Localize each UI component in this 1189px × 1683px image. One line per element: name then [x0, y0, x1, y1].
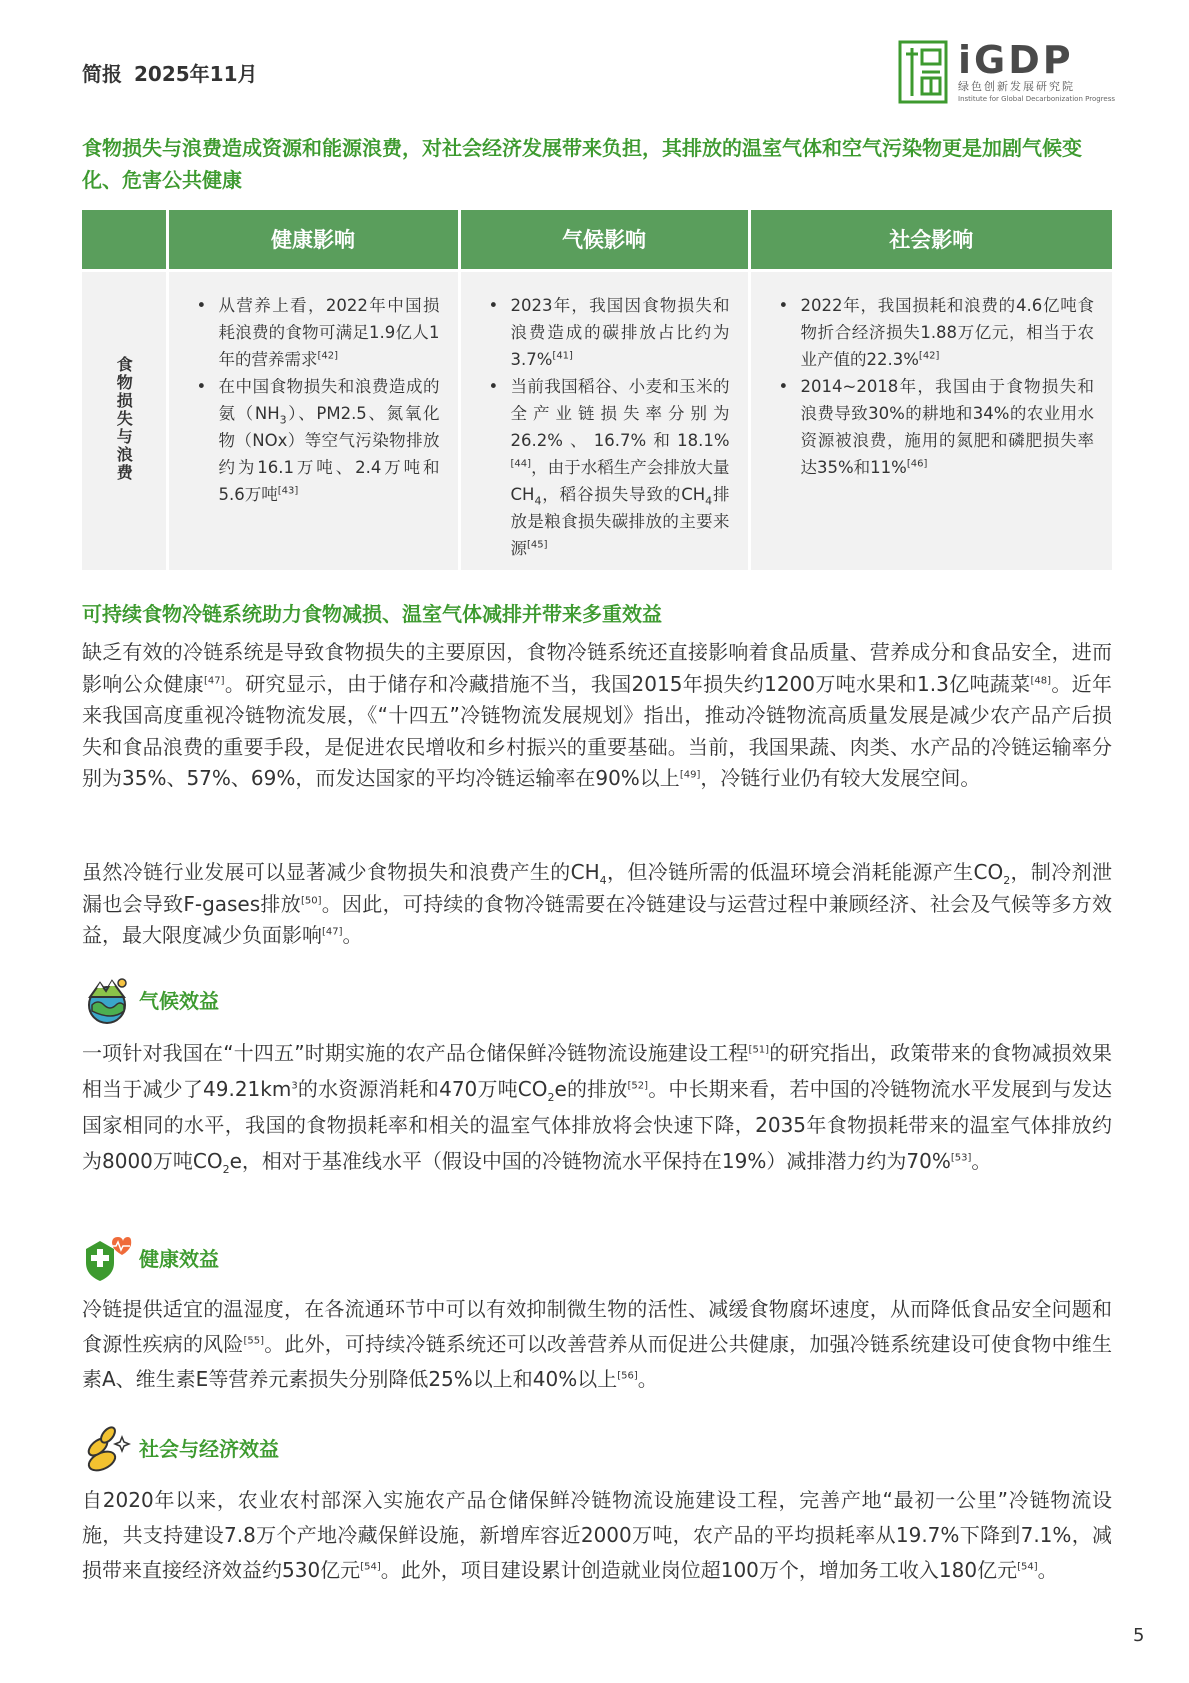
doc-date: 2025年11月 [134, 62, 258, 86]
health-benefit-label: 健康效益 [139, 1247, 219, 1271]
col-header-health: 健康影响 [167, 210, 459, 270]
logo-cn-name: 绿色创新发展研究院 [958, 80, 1075, 93]
igdp-logo [898, 40, 1114, 104]
social-bullet-1: • 2022年，我国损耗和浪费的4.6亿吨食物折合经济损失1.88万亿元，相当于农业产值的22.3%[42] [777, 292, 1095, 373]
health-bullet-1: • 从营养上看，2022年中国损耗浪费的食物可满足1.9亿人1年的营养需求[42] [195, 292, 440, 373]
paragraph-economic-benefit: 自2020年以来，农业农村部深入实施农产品仓储保鲜冷链物流设施建设工程，完善产地“最初一公里”冷链物流设施，共支持建设7.8万个产地冷藏保鲜设施，新增库容近2000万吨，农产品的平均损耗率从19.7%下降到7.1%，减损带来直接经济效益约530亿元[54]。此外，项目建设累计创造就业岗位超100万个，增加务工收入180亿元[54]。 [82, 1488, 1112, 1582]
climate-bullet-2: • 当前我国稻谷、小麦和玉米的全产业链损失率分别为26.2%、16.7%和18.1%[44]，由于水稻生产会排放大量$CH_4$，稻谷损失导致的$CH_4$排放是粮食损失碳排放的主要来源[45] [487, 373, 730, 562]
health-bullet-2: • 在中国食物损失和浪费造成的氨$(NH_3)$、PM2.5、氮氧化物（NOx）等空气污染物排放约为16.1万吨、2.4万吨和5.6万吨[43] [195, 373, 440, 508]
coins-icon [82, 1423, 132, 1473]
earth-mountain-icon [82, 975, 132, 1025]
health-cell [167, 270, 459, 570]
social-bullet-2: • 2014~2018年，我国由于食物损失和浪费导致30%的耕地和34%的农业用水资源被浪费，施用的氮肥和磷肥损失率达35%和11%[46] [777, 373, 1095, 481]
page-number: 5 [1133, 1625, 1145, 1646]
section-title-cold-chain: 可持续食物冷链系统助力食物减损、温室气体减排并带来多重效益 [82, 602, 662, 626]
paragraph-climate-benefit: 一项针对我国在“十四五”时期实施的农产品仓储保鲜冷链物流设施建设工程[51]的研究指出，政策带来的食物减损效果相当于减少了$49.21km^3$的水资源消耗和470万吨$CO_2e$的排放[52]。中长期来看，若中国的冷链物流水平发展到与发达国家相同的水平，我国的食物损耗率和相关的温室气体排放将会快速下降，2035年食物损耗带来的温室气体排放约为8000万吨$CO_2e$，相对于基准线水平（假设中国的冷链物流水平保持在19%）减排潜力约为70%[53]。 [82, 1041, 1112, 1176]
col-header-climate: 气候影响 [459, 210, 749, 270]
section-title-loss-impact: 食物损失与浪费造成资源和能源浪费，对社会经济发展带来负担，其排放的温室气体和空气污染物更是加剧气候变化、危害公共健康 [82, 136, 1082, 192]
row-label: 食物损失与浪费 [114, 355, 134, 482]
paragraph-health-benefit: 冷链提供适宜的温湿度，在各流通环节中可以有效抑制微生物的活性、减缓食物腐坏速度，从而降低食品安全问题和食源性疾病的风险[55]。此外，可持续冷链系统还可以改善营养从而促进公共健康，加强冷链系统建设可使食物中维生素A、维生素E等营养元素损失分别降低25%以上和40%以上[56]。 [82, 1297, 1113, 1391]
climate-benefit-label: 气候效益 [139, 989, 219, 1013]
economic-benefit-label: 社会与经济效益 [139, 1437, 279, 1461]
impact-table-header [82, 210, 1112, 270]
logo-en-name: Institute for Global Decarbonization Progress [958, 95, 1115, 103]
shield-heart-icon [82, 1233, 132, 1283]
impact-table [82, 210, 1112, 570]
paragraph-cold-chain-intro: 缺乏有效的冷链系统是导致食物损失的主要原因，食物冷链系统还直接影响着食品质量、营养成分和食品安全，进而影响公众健康[47]。研究显示，由于储存和冷藏措施不当，我国2015年损失约1200万吨水果和1.3亿吨蔬菜[48]。近年来我国高度重视冷链物流发展，《“十四五”冷链物流发展规划》指出，推动冷链物流高质量发展是减少农产品产后损失和食品浪费的重要手段，是促进农民增收和乡村振兴的重要基础。当前，我国果蔬、肉类、水产品的冷链运输率分别为35%、57%、69%，而发达国家的平均冷链运输率在90%以上[49]，冷链行业仍有较大发展空间。 [82, 640, 1113, 790]
social-cell [749, 270, 1112, 570]
logo-title: iGDP [958, 38, 1074, 82]
doc-type: 简报 [82, 62, 122, 86]
climate-bullet-1: • 2023年，我国因食物损失和浪费造成的碳排放占比约为3.7%[41] [487, 292, 730, 373]
table-row [82, 270, 1112, 570]
logo-text [958, 40, 1115, 104]
row-label-cell [82, 270, 167, 570]
logo-mark-icon [898, 40, 948, 104]
col-header-empty [82, 210, 167, 270]
paragraph-cold-chain-emissions: 虽然冷链行业发展可以显著减少食物损失和浪费产生的$CH_4$，但冷链所需的低温环境会消耗能源产生$CO_2$，制冷剂泄漏也会导致F-gases排放[50]。因此，可持续的食物冷链需要在冷链建设与运营过程中兼顾经济、社会及气候等多方效益，最大限度减少负面影响[47]。 [82, 860, 1112, 947]
col-header-social: 社会影响 [749, 210, 1112, 270]
climate-cell [459, 270, 749, 570]
header-label [82, 58, 258, 87]
